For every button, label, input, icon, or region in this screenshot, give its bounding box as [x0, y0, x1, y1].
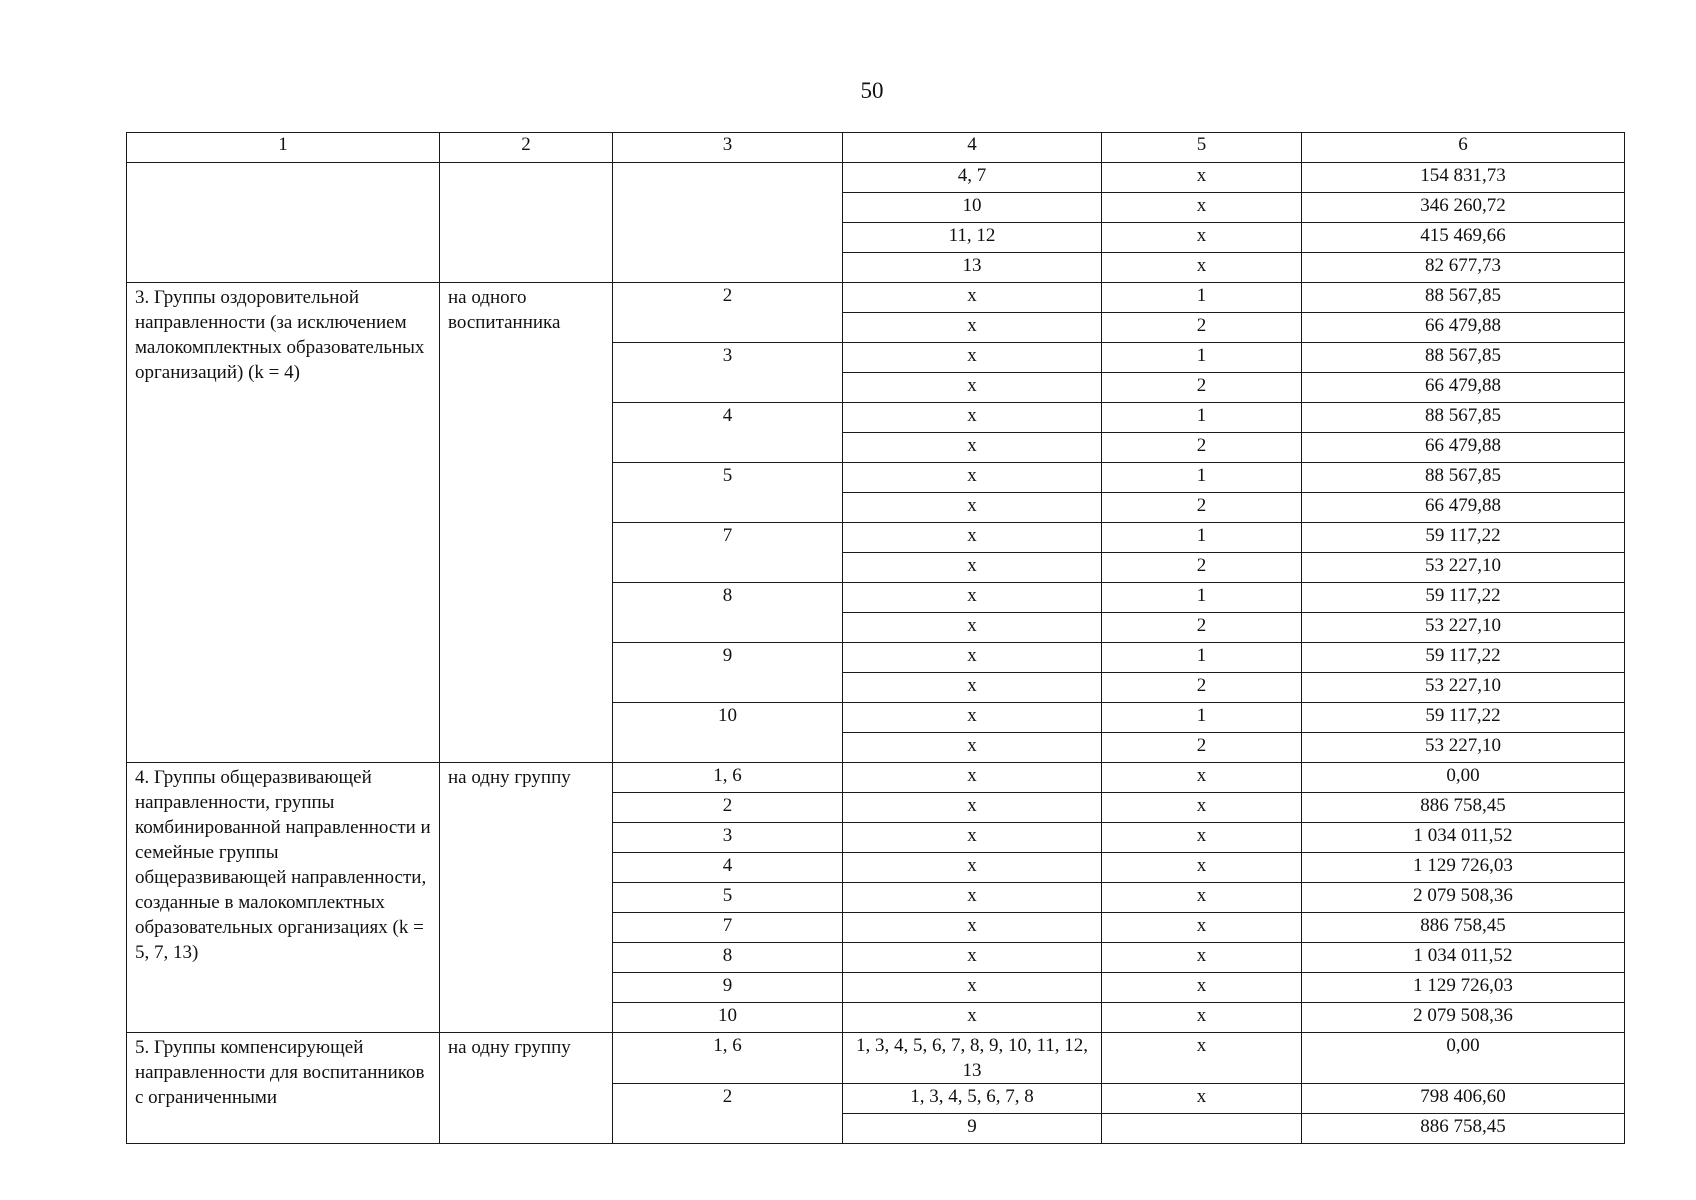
group-code: 5 [613, 883, 843, 913]
cell-col4: 1, 3, 4, 5, 6, 7, 8 [843, 1084, 1102, 1114]
group-code: 10 [613, 703, 843, 763]
cell-col5: 2 [1102, 733, 1302, 763]
group-code: 2 [613, 1084, 843, 1144]
cell-col4: 13 [843, 253, 1102, 283]
cell-col6: 59 117,22 [1302, 643, 1625, 673]
cell-col6: 66 479,88 [1302, 493, 1625, 523]
cell-col4: х [843, 883, 1102, 913]
group-code: 5 [613, 463, 843, 523]
cell-col6: 886 758,45 [1302, 913, 1625, 943]
column-number-5: 5 [1102, 133, 1302, 163]
cell-col4: х [843, 493, 1102, 523]
cell-col5: 1 [1102, 583, 1302, 613]
cell-col5: 2 [1102, 373, 1302, 403]
group-code: 7 [613, 523, 843, 583]
cell-col5: 1 [1102, 283, 1302, 313]
cell-col5: х [1102, 973, 1302, 1003]
section-title: 3. Группы оздоровительной направленности (за исключением малокомплектных образовательных организаций) (k = 4) [127, 283, 440, 763]
group-code: 9 [613, 643, 843, 703]
section-title: 4. Группы общеразвивающей направленности, группы комбинированной направленности и семейные группы общеразвивающей направленности, созданные в малокомплектных образовательных организациях (k = 5, 7, 13) [127, 763, 440, 1033]
cell-col6: 88 567,85 [1302, 283, 1625, 313]
cell-col6: 346 260,72 [1302, 193, 1625, 223]
cell-col6: 1 129 726,03 [1302, 853, 1625, 883]
cell-col6: 2 079 508,36 [1302, 883, 1625, 913]
cell-col5: 1 [1102, 403, 1302, 433]
cell-col4: х [843, 583, 1102, 613]
cell-col4: х [843, 553, 1102, 583]
cell-col5: х [1102, 223, 1302, 253]
cell-col5: х [1102, 193, 1302, 223]
group-code: 1, 6 [613, 763, 843, 793]
group-code: 2 [613, 283, 843, 343]
group-code: 9 [613, 973, 843, 1003]
cell-col4: х [843, 403, 1102, 433]
cell-col5: х [1102, 823, 1302, 853]
cell-col5: 2 [1102, 433, 1302, 463]
cell-col4: х [843, 313, 1102, 343]
cell-col5: 1 [1102, 703, 1302, 733]
table-row [127, 1033, 1625, 1084]
cell-col6: 59 117,22 [1302, 703, 1625, 733]
cell-col6: 0,00 [1302, 763, 1625, 793]
section-title: 5. Группы компенсирующей направленности для воспитанников с ограниченными [127, 1033, 440, 1144]
cell-col4: 4, 7 [843, 163, 1102, 193]
section-unit: на одну группу [440, 763, 613, 1033]
cell-col4: 10 [843, 193, 1102, 223]
group-code: 3 [613, 823, 843, 853]
group-code: 7 [613, 913, 843, 943]
column-number-row [127, 133, 1625, 163]
cell-col4: х [843, 523, 1102, 553]
cell-col6: 886 758,45 [1302, 793, 1625, 823]
funding-norms-table [126, 132, 1625, 1144]
cell-col5: х [1102, 913, 1302, 943]
cell-col4: х [843, 913, 1102, 943]
group-code: 3 [613, 343, 843, 403]
cell-col5: 1 [1102, 463, 1302, 493]
column-number-1: 1 [127, 133, 440, 163]
cell-col6: 59 117,22 [1302, 583, 1625, 613]
cell-col4: х [843, 1003, 1102, 1033]
group-code: 8 [613, 943, 843, 973]
group-code: 10 [613, 1003, 843, 1033]
cell-col6: 798 406,60 [1302, 1084, 1625, 1114]
cell-col6: 886 758,45 [1302, 1114, 1625, 1144]
cell-col4: 1, 3, 4, 5, 6, 7, 8, 9, 10, 11, 12, 13 [843, 1033, 1102, 1084]
cell-col6: 53 227,10 [1302, 613, 1625, 643]
group-code: 8 [613, 583, 843, 643]
cell-col6: 53 227,10 [1302, 553, 1625, 583]
cell-col5: 2 [1102, 673, 1302, 703]
cell-col5: 1 [1102, 343, 1302, 373]
cell-col4: 11, 12 [843, 223, 1102, 253]
cell-col5: х [1102, 793, 1302, 823]
cell-col4: х [843, 643, 1102, 673]
cell-col4: х [843, 343, 1102, 373]
cell-col4: х [843, 943, 1102, 973]
cell-col4: х [843, 763, 1102, 793]
cell-col5: х [1102, 1084, 1302, 1114]
page-number: 50 [860, 78, 884, 103]
cell-col5: х [1102, 163, 1302, 193]
table-row [127, 283, 1625, 313]
cell-col6: 88 567,85 [1302, 463, 1625, 493]
group-code: 1, 6 [613, 1033, 843, 1084]
continued-section-cell [127, 163, 440, 283]
column-number-4: 4 [843, 133, 1102, 163]
cell-col6: 415 469,66 [1302, 223, 1625, 253]
cell-col6: 1 129 726,03 [1302, 973, 1625, 1003]
cell-col5 [1102, 1114, 1302, 1144]
cell-col5: х [1102, 763, 1302, 793]
cell-col6: 88 567,85 [1302, 343, 1625, 373]
cell-col6: 154 831,73 [1302, 163, 1625, 193]
cell-col6: 88 567,85 [1302, 403, 1625, 433]
table-row [127, 163, 1625, 193]
cell-col4: х [843, 973, 1102, 1003]
cell-col6: 0,00 [1302, 1033, 1625, 1084]
cell-col4: х [843, 433, 1102, 463]
table-body [127, 133, 1625, 1144]
cell-col6: 82 677,73 [1302, 253, 1625, 283]
cell-col4: х [843, 793, 1102, 823]
section-unit: на одного воспитанника [440, 283, 613, 763]
cell-col5: х [1102, 253, 1302, 283]
column-number-6: 6 [1302, 133, 1625, 163]
cell-col5: х [1102, 943, 1302, 973]
cell-col5: 2 [1102, 313, 1302, 343]
section-unit: на одну группу [440, 1033, 613, 1144]
group-code: 2 [613, 793, 843, 823]
cell-col4: 9 [843, 1114, 1102, 1144]
cell-col6: 59 117,22 [1302, 523, 1625, 553]
continued-unit-cell [440, 163, 613, 283]
cell-col4: х [843, 703, 1102, 733]
table-row [127, 763, 1625, 793]
continued-code-cell [613, 163, 843, 283]
cell-col5: 2 [1102, 613, 1302, 643]
cell-col6: 1 034 011,52 [1302, 943, 1625, 973]
cell-col4: х [843, 283, 1102, 313]
cell-col6: 66 479,88 [1302, 373, 1625, 403]
cell-col4: х [843, 853, 1102, 883]
group-code: 4 [613, 853, 843, 883]
cell-col5: 2 [1102, 493, 1302, 523]
cell-col5: х [1102, 853, 1302, 883]
cell-col5: х [1102, 1033, 1302, 1084]
cell-col5: 1 [1102, 523, 1302, 553]
cell-col6: 1 034 011,52 [1302, 823, 1625, 853]
cell-col5: 1 [1102, 643, 1302, 673]
group-code: 4 [613, 403, 843, 463]
cell-col5: 2 [1102, 553, 1302, 583]
cell-col6: 2 079 508,36 [1302, 1003, 1625, 1033]
cell-col4: х [843, 733, 1102, 763]
cell-col4: х [843, 673, 1102, 703]
column-number-3: 3 [613, 133, 843, 163]
cell-col4: х [843, 823, 1102, 853]
cell-col4: х [843, 373, 1102, 403]
column-number-2: 2 [440, 133, 613, 163]
cell-col4: х [843, 463, 1102, 493]
cell-col6: 53 227,10 [1302, 733, 1625, 763]
cell-col6: 66 479,88 [1302, 433, 1625, 463]
cell-col5: х [1102, 883, 1302, 913]
cell-col6: 66 479,88 [1302, 313, 1625, 343]
cell-col4: х [843, 613, 1102, 643]
cell-col5: х [1102, 1003, 1302, 1033]
cell-col6: 53 227,10 [1302, 673, 1625, 703]
